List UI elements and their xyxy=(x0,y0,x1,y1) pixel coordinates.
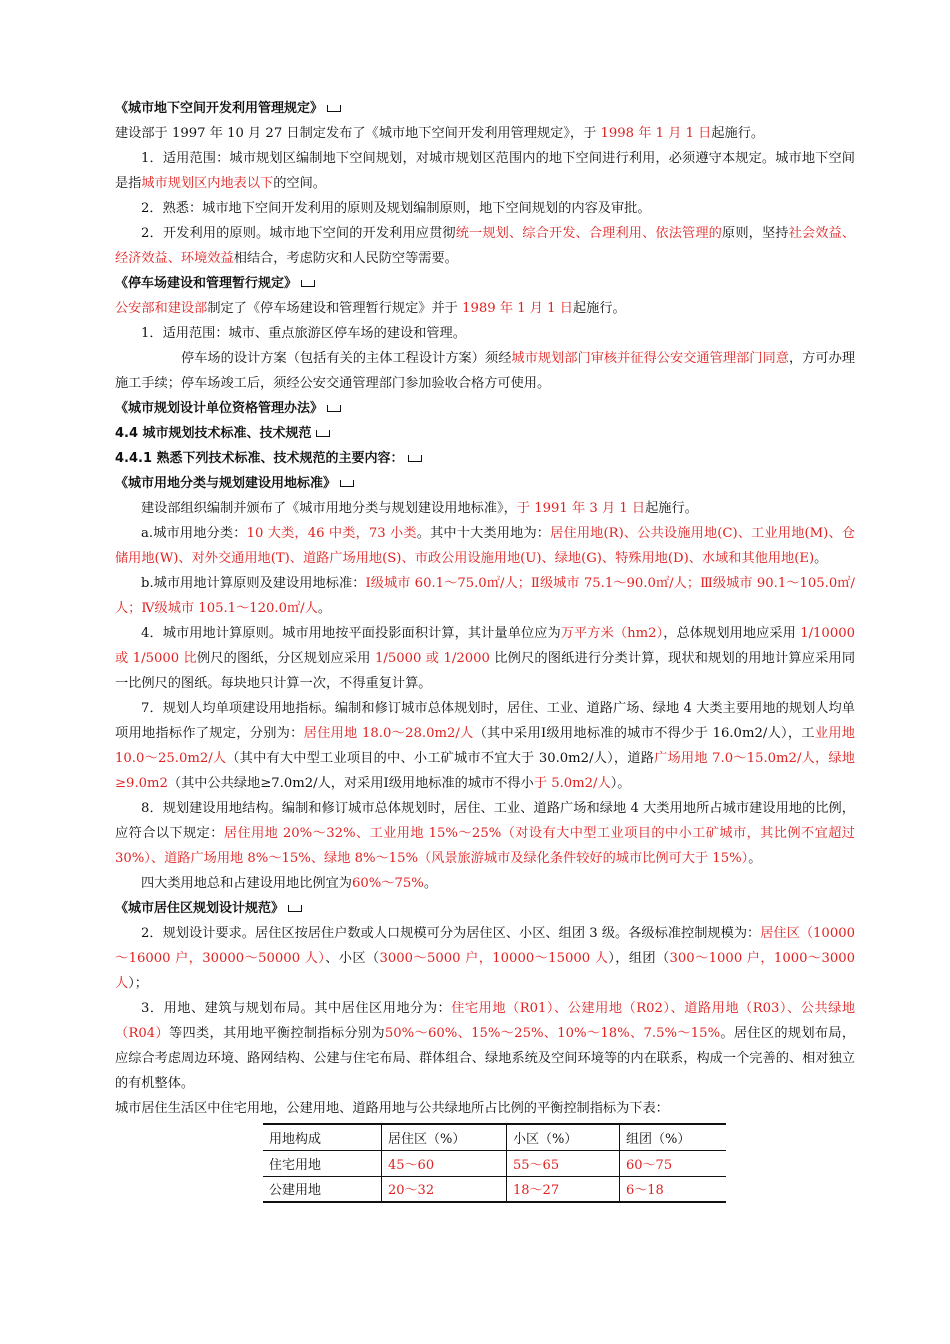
table-header-cell: 用地构成 xyxy=(263,1124,382,1150)
table-row xyxy=(263,1176,726,1202)
heading-marker-icon xyxy=(288,905,302,912)
heading-marker-icon xyxy=(340,480,354,487)
heading-section-4-4-1: 4.4.1 熟悉下列技术标准、技术规范的主要内容： xyxy=(115,446,855,471)
heading-parking-regulation: 《停车场建设和管理暂行规定》 xyxy=(115,271,855,296)
paragraph: a.城市用地分类：10 大类，46 中类，73 小类。其中十大类用地为：居住用地(R)、公共设施用地(C)、工业用地(M)、仓储用地(W)、对外交通用地(T)、道路广场用地(S)、市政公用设施用地(U)、绿地(G)、特殊用地(D)、水域和其他用地(E)。 xyxy=(115,526,856,566)
paragraph: 2．熟悉：城市地下空间开发利用的原则及规划编制原则，地下空间规划的内容及审批。 xyxy=(141,201,651,216)
paragraph: 7．规划人均单项建设用地指标。编制和修订城市总体规划时，居住、工业、道路广场、绿地 4 大类主要用地的规划人均单项用地指标作了规定，分别为：居住用地 18.0～28.0m2/人（其中采用Ⅰ级用地标准的城市不得少于 16.0m2/人），工业用地 10.0～25.0m2/人（其中有大中型工业项目的中、小工矿城市不宜大于 30.0m2/人），道路广场用地 7.0～15.0m2/人，绿地≥9.0m2（其中公共绿地≥7.0m2/人，对采用Ⅰ级用地标准的城市不得小于 5.0m2/人）。 xyxy=(115,701,855,791)
heading-design-unit-qualification: 《城市规划设计单位资格管理办法》 xyxy=(115,396,855,421)
heading-section-4-4: 4.4 城市规划技术标准、技术规范 xyxy=(115,421,855,446)
paragraph: 3．用地、建筑与规划布局。其中居住区用地分为：住宅用地（R01）、公建用地（R02）、道路用地（R03）、公共绿地（R04）等四类，其用地平衡控制指标分别为50%～60%、15%～25%、10%～18%、7.5%～15%。居住区的规划布局，应综合考虑周边环境、路网结构、公建与住宅布局、群体组合、绿地系统及空间环境等的内在联系，构成一个完善的、相对独立的有机整体。 xyxy=(115,1001,856,1091)
paragraph: 4．城市用地计算原则。城市用地按平面投影面积计算，其计量单位应为万平方米（hm2），总体规划用地应采用 1/10000 或 1/5000 比例尺的图纸，分区规划应采用 1/5000 或 1/2000 比例尺的图纸进行分类计算，现状和规划的用地计算应采用同一比例尺的图纸。每块地只计算一次，不得重复计算。 xyxy=(115,626,856,691)
table-cell: 20～32 xyxy=(382,1176,507,1202)
paragraph: 城市居住生活区中住宅用地，公建用地、道路用地与公共绿地所占比例的平衡控制指标为下表： xyxy=(115,1101,669,1116)
heading-underground-space-regulation: 《城市地下空间开发利用管理规定》 xyxy=(115,96,855,121)
table-cell: 60～75 xyxy=(620,1150,727,1176)
document-page xyxy=(115,96,855,1203)
heading-marker-icon xyxy=(316,430,330,437)
heading-marker-icon xyxy=(408,455,422,462)
table-cell: 公建用地 xyxy=(263,1176,382,1202)
paragraph: 1．适用范围：城市、重点旅游区停车场的建设和管理。 xyxy=(141,326,466,341)
land-use-balance-table xyxy=(263,1123,726,1203)
table-cell: 6～18 xyxy=(620,1176,727,1202)
paragraph: 1．适用范围：城市规划区编制地下空间规划，对城市规划区范围内的地下空间进行利用，必须遵守本规定。城市地下空间是指城市规划区内地表以下的空间。 xyxy=(115,151,855,191)
table-cell: 18～27 xyxy=(507,1176,620,1202)
paragraph: b.城市用地计算原则及建设用地标准：Ⅰ级城市 60.1～75.0㎡/人；Ⅱ级城市 75.1～90.0㎡/人；Ⅲ级城市 90.1～105.0㎡/人；Ⅳ级城市 105.1～120.0㎡/人。 xyxy=(115,576,855,616)
paragraph: 8．规划建设用地结构。编制和修订城市总体规划时，居住、工业、道路广场和绿地 4 大类用地所占城市建设用地的比例，应符合以下规定：居住用地 20%～32%、工业用地 15%～25%（对设有大中型工业项目的中小工矿城市，其比例不宜超过 30%）、道路广场用地 8%～15%、绿地 8%～15%（风景旅游城市及绿化条件较好的城市比例可大于 15%）。 xyxy=(115,801,855,866)
table-cell: 45～60 xyxy=(382,1150,507,1176)
heading-land-use-standard: 《城市用地分类与规划建设用地标准》 xyxy=(115,471,855,496)
table-header-cell: 小区（%） xyxy=(507,1124,620,1150)
table-header-cell: 居住区（%） xyxy=(382,1124,507,1150)
paragraph: 2．开发利用的原则。城市地下空间的开发利用应贯彻统一规划、综合开发、合理利用、依法管理的原则，坚持社会效益、经济效益、环境效益相结合，考虑防灾和人民防空等需要。 xyxy=(115,226,856,266)
table-cell: 55～65 xyxy=(507,1150,620,1176)
paragraph: 2．规划设计要求。居住区按居住户数或人口规模可分为居住区、小区、组团 3 级。各级标准控制规模为：居住区（10000～16000 户，30000～50000 人）、小区（3000～5000 户，10000～15000 人），组团（300～1000 户，1000～3000 人）； xyxy=(115,926,856,991)
heading-marker-icon xyxy=(327,105,341,112)
table-header-row xyxy=(263,1124,726,1150)
table-cell: 住宅用地 xyxy=(263,1150,382,1176)
paragraph: 建设部于 1997 年 10 月 27 日制定发布了《城市地下空间开发利用管理规定》，于 1998 年 1 月 1 日起施行。 xyxy=(115,126,765,141)
paragraph: 建设部组织编制并颁布了《城市用地分类与规划建设用地标准》，于 1991 年 3 月 1 日起施行。 xyxy=(141,501,698,516)
paragraph: 公安部和建设部制定了《停车场建设和管理暂行规定》并于 1989 年 1 月 1 日起施行。 xyxy=(115,301,626,316)
table-row xyxy=(263,1150,726,1176)
heading-marker-icon xyxy=(301,280,315,287)
paragraph: 停车场的设计方案（包括有关的主体工程设计方案）须经城市规划部门审核并征得公安交通管理部门同意，方可办理施工手续；停车场竣工后，须经公安交通管理部门参加验收合格方可使用。 xyxy=(115,351,856,391)
heading-residential-planning-code: 《城市居住区规划设计规范》 xyxy=(115,896,855,921)
paragraph: 四大类用地总和占建设用地比例宜为60%～75%。 xyxy=(141,876,437,891)
heading-marker-icon xyxy=(327,405,341,412)
table-header-cell: 组团（%） xyxy=(620,1124,727,1150)
